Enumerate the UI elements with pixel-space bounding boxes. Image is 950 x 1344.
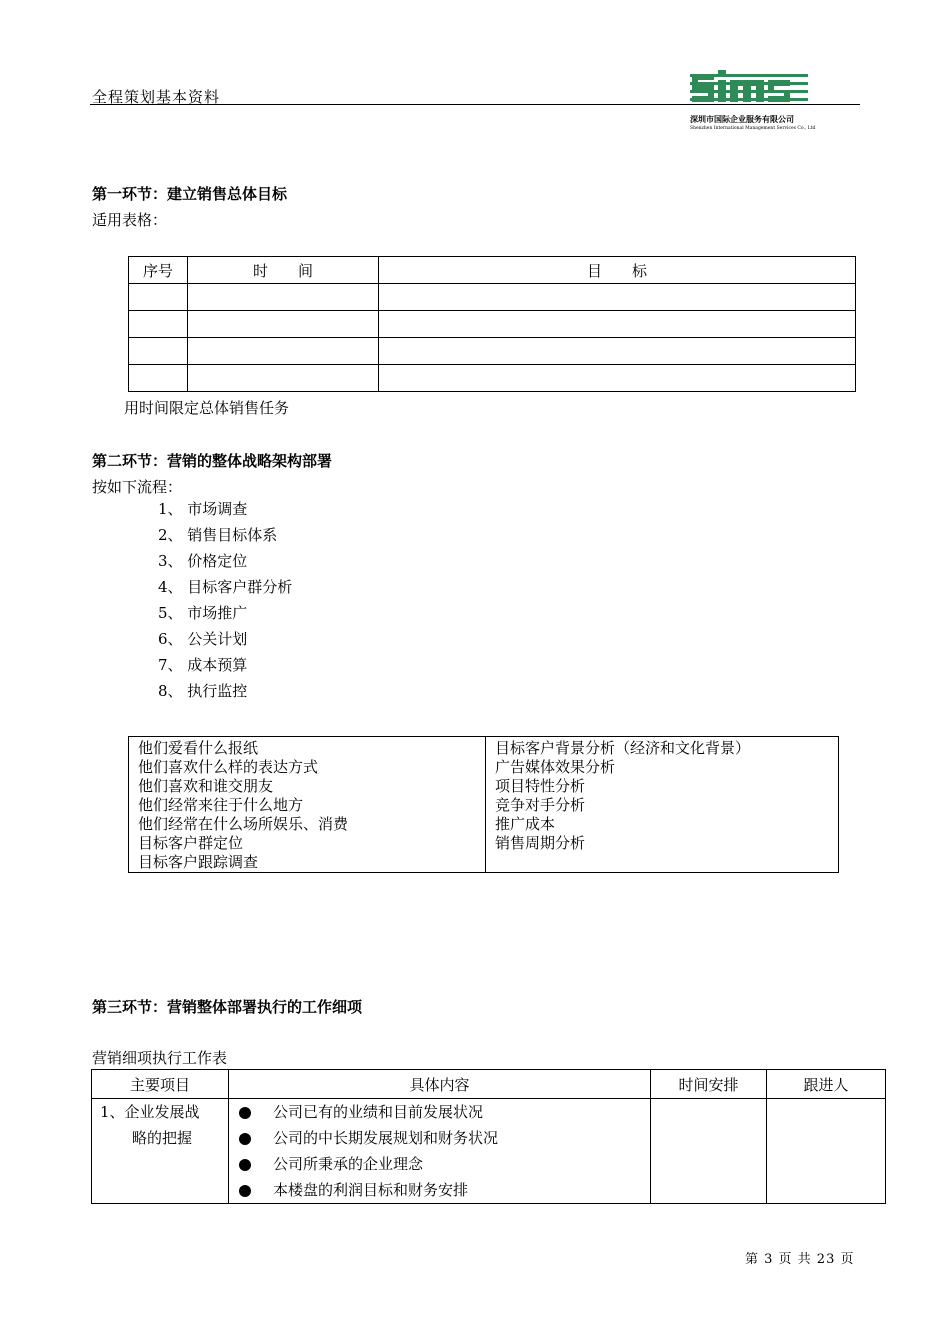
customer-analysis-table	[128, 736, 839, 873]
list-item: 4、 目标客户群分析	[158, 578, 293, 596]
list-item: 目标客户跟踪调查	[138, 853, 259, 871]
list-item: 6、 公关计划	[158, 630, 248, 648]
section3-title: 第三环节：营销整体部署执行的工作细项	[92, 998, 363, 1016]
table-row	[129, 311, 856, 338]
list-item: 他们喜欢和谁交朋友	[138, 777, 274, 795]
list-item: 他们经常在什么场所娱乐、消费	[138, 815, 349, 833]
main-item-cell: 1、企业发展战 略的把握	[92, 1099, 229, 1204]
list-item: 他们经常来往于什么地方	[138, 796, 304, 814]
logo-chinese-name: 深圳市国际企业服务有限公司	[690, 115, 794, 124]
col-header-time: 时 间	[188, 257, 379, 284]
table-row	[129, 338, 856, 365]
section1-title: 第一环节：建立销售总体目标	[92, 185, 288, 203]
col-header-content: 具体内容	[229, 1070, 651, 1099]
bullet-icon	[239, 1159, 251, 1171]
header-title: 全程策划基本资料	[92, 88, 221, 106]
list-item: 他们爱看什么报纸	[138, 739, 259, 757]
list-item: 7、 成本预算	[158, 656, 248, 674]
list-item: 公司已有的业绩和目前发展状况	[229, 1099, 650, 1125]
list-item: 公司所秉承的企业理念	[229, 1151, 650, 1177]
table-row	[92, 1099, 886, 1204]
table-row	[129, 365, 856, 392]
company-logo	[688, 68, 816, 134]
list-item: 5、 市场推广	[158, 604, 248, 622]
section2-title: 第二环节：营销的整体战略架构部署	[92, 452, 333, 470]
col-header-number: 序号	[129, 257, 188, 284]
work-table-caption: 营销细项执行工作表	[92, 1049, 228, 1067]
list-item: 目标客户背景分析（经济和文化背景）	[495, 739, 751, 757]
list-item: 目标客户群定位	[138, 834, 244, 852]
list-item: 1、 市场调查	[158, 500, 248, 518]
list-item: 他们喜欢什么样的表达方式	[138, 758, 319, 776]
bullet-icon	[239, 1133, 251, 1145]
bullet-icon	[239, 1185, 251, 1197]
content-cell	[229, 1099, 651, 1204]
analysis-items-cell	[486, 737, 839, 873]
list-item: 公司的中长期发展规划和财务状况	[229, 1125, 650, 1151]
list-item: 2、 销售目标体系	[158, 526, 278, 544]
table-header-row	[92, 1070, 886, 1099]
col-header-schedule: 时间安排	[651, 1070, 767, 1099]
process-steps-list	[158, 496, 292, 704]
list-item: 推广成本	[495, 815, 556, 833]
list-item: 3、 价格定位	[158, 552, 248, 570]
list-item: 广告媒体效果分析	[495, 758, 616, 776]
list-item: 销售周期分析	[495, 834, 586, 852]
sims-logo-icon	[688, 68, 810, 112]
col-header-main-item: 主要项目	[92, 1070, 229, 1099]
logo-english-name: Shenzhen International Management Services Co., Ltd	[690, 126, 816, 131]
table-header-row	[129, 257, 856, 284]
owner-cell	[767, 1099, 886, 1204]
schedule-cell	[651, 1099, 767, 1204]
sales-target-table	[128, 256, 856, 392]
section2-intro: 按如下流程：	[92, 478, 183, 496]
section1-intro: 适用表格：	[92, 211, 168, 229]
bullet-icon	[239, 1107, 251, 1119]
list-item: 竞争对手分析	[495, 796, 586, 814]
list-item: 8、 执行监控	[158, 682, 248, 700]
section1-note: 用时间限定总体销售任务	[124, 399, 290, 417]
col-header-target: 目 标	[379, 257, 856, 284]
marketing-work-table	[91, 1069, 886, 1204]
col-header-owner: 跟进人	[767, 1070, 886, 1099]
list-item: 项目特性分析	[495, 777, 586, 795]
page-number: 第 3 页 共 23 页	[745, 1252, 855, 1267]
table-row	[129, 284, 856, 311]
customer-questions-cell	[129, 737, 486, 873]
list-item: 本楼盘的利润目标和财务安排	[229, 1177, 650, 1203]
